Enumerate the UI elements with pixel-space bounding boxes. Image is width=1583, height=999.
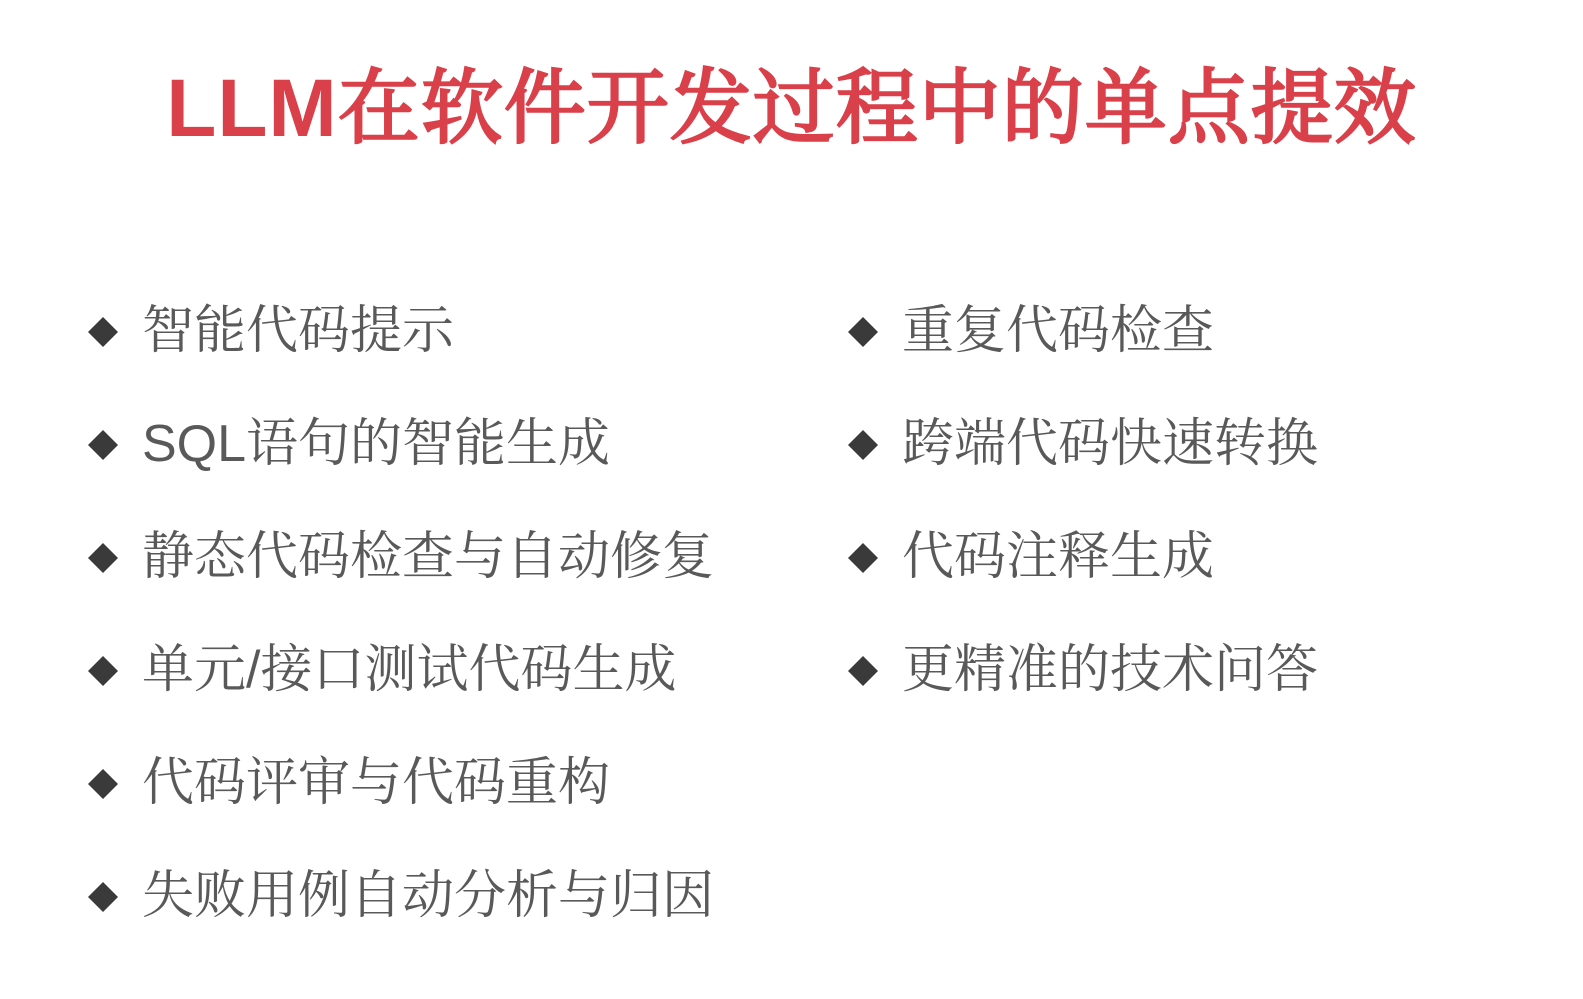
diamond-bullet-icon	[78, 541, 142, 575]
list-item-label: 失败用例自动分析与归因	[142, 867, 715, 926]
list-item	[78, 275, 838, 388]
diamond-bullet-icon	[838, 541, 902, 575]
list-item	[78, 614, 838, 727]
left-bullet-column	[78, 275, 838, 953]
page-title: LLM在软件开发过程中的单点提效	[166, 63, 1417, 154]
list-item-label: 更精准的技术问答	[902, 641, 1319, 700]
diamond-bullet-icon	[78, 654, 142, 688]
diamond-bullet-icon	[838, 654, 902, 688]
diamond-bullet-icon	[78, 767, 142, 801]
list-item	[838, 388, 1498, 501]
diamond-bullet-icon	[78, 428, 142, 462]
list-item	[78, 501, 838, 614]
diamond-bullet-icon	[838, 315, 902, 349]
list-item-label: 单元/接口测试代码生成	[142, 641, 677, 700]
list-item-label: 静态代码检查与自动修复	[142, 528, 715, 587]
diamond-bullet-icon	[838, 428, 902, 462]
list-item-label: 代码评审与代码重构	[142, 754, 611, 813]
list-item	[78, 727, 838, 840]
list-item-label: 重复代码检查	[902, 302, 1215, 361]
list-item	[78, 840, 838, 953]
list-item-label: 智能代码提示	[142, 302, 455, 361]
list-item-label: 跨端代码快速转换	[902, 415, 1319, 474]
right-bullet-column	[838, 275, 1498, 727]
list-item-label: SQL语句的智能生成	[142, 415, 611, 474]
diamond-bullet-icon	[78, 315, 142, 349]
list-item	[78, 388, 838, 501]
list-item	[838, 275, 1498, 388]
list-item-label: 代码注释生成	[902, 528, 1215, 587]
diamond-bullet-icon	[78, 880, 142, 914]
list-item	[838, 614, 1498, 727]
list-item	[838, 501, 1498, 614]
bullet-columns	[78, 275, 1508, 953]
